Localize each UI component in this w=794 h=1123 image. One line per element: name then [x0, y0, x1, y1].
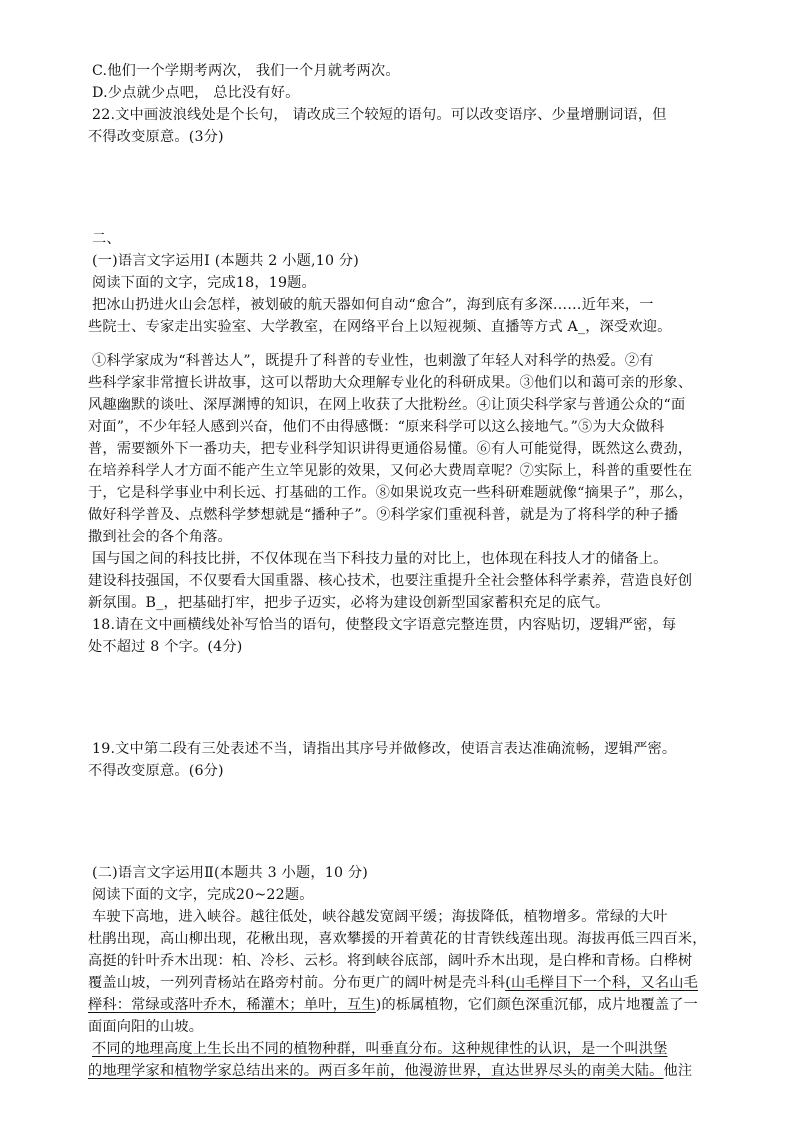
- para3-line3: 新氛围。B_，把基础打牢，把步子迈实，必将为建设创新型国家蓄积充足的底气。: [88, 595, 610, 611]
- para1-line2: 些院士、专家走出实验室、大学教室，在网络平台上以短视频、直播等方式 A_，深受欢迎。: [88, 319, 672, 335]
- para4-line4-text: 覆盖山坡，一列列青杨站在路旁村前。分布更广的阔叶树是壳斗科: [88, 975, 506, 991]
- para2-line1: ①科学家成为“科普达人”，既提升了科普的专业性，也刺激了年轻人对科学的热爱。②有: [92, 353, 654, 369]
- para2-line8: 做好科学普及、点燃科学梦想就是“播种子”。⑨科学家们重视科普，就是为了将科学的种子播: [88, 507, 679, 523]
- para5-line2-underlined: 的地理学家和植物学家总结出来的。两百多年前，他漫游世界，直达世界尽头的南美大陆。: [88, 1063, 664, 1079]
- question-19-line1: 19.文中第二段有三处表述不当，请指出其序号并做修改，使语言表达准确流畅，逻辑严密。: [92, 741, 677, 757]
- part2-title: (二)语言文字运用Ⅱ(本题共 3 小题，10 分): [92, 865, 369, 881]
- instruction-text: 阅读下面的文字，完成18，19题。: [92, 275, 316, 291]
- para4-line4-underlined: (山毛榉目下一个科，又名山毛: [505, 975, 699, 991]
- para2-line3: 风趣幽默的谈吐、深厚渊博的知识，在网上收获了大批粉丝。④让顶尖科学家与普通公众的“面: [88, 397, 686, 413]
- para5-line2-text: 他注: [663, 1063, 693, 1079]
- para4-line5-underlined: 榉科：常绿或落叶乔木，稀灌木；单叶，互生: [88, 997, 376, 1013]
- para2-line2: 些科学家非常擅长讲故事，这可以帮助大众理解专业化的科研成果。③他们以和蔼可亲的形象、: [88, 375, 693, 391]
- option-c: C.他们一个学期考两次， 我们一个月就考两次。: [92, 63, 400, 79]
- para2-line9: 撒到社会的各个角落。: [88, 529, 232, 545]
- para3-line1: 国与国之间的科技比拼，不仅体现在当下科技力量的对比上，也体现在科技人才的储备上。: [92, 551, 668, 567]
- para2-line4: 对面”，不少年轻人感到兴奋，他们不由得感慨：“原来科学可以这么接地气。”⑤为大众做科: [88, 419, 665, 435]
- question-22-line2: 不得改变原意。(3分): [88, 129, 224, 145]
- para4-line5: [88, 994, 698, 1016]
- option-d: D.少点就少点吧， 总比没有好。: [92, 85, 300, 101]
- instruction2-text: 阅读下面的文字，完成20~22题。: [92, 887, 314, 903]
- question-19-line2: 不得改变原意。(6分): [88, 763, 224, 779]
- para5-line2: [88, 1060, 692, 1082]
- para5-line1: [92, 1038, 668, 1060]
- question-18-line2: 处不超过 8 个字。(4分): [88, 639, 243, 655]
- para5-line1-underlined: 不同的地理高度上生长出不同的植物种群，叫垂直分布。这种规律性的认识，是一个叫洪堡: [92, 1041, 668, 1057]
- para2-line5: 普，需要额外下一番功夫，把专业科学知识讲得更通俗易懂。⑥有人可能觉得，既然这么费劲，: [88, 441, 693, 457]
- para2-line7: 于，它是科学事业中利长远、打基础的工作。⑧如果说攻克一些科研难题就像“摘果子”，那么，: [88, 485, 693, 501]
- para4-line6: 面面向阳的山坡。: [88, 1019, 204, 1035]
- para4-line5-text: )的栎属植物，它们颜色深重沉郁，成片地覆盖了一: [375, 997, 699, 1013]
- para3-line2: 建设科技强国，不仅要看大国重器、核心技术，也要注重提升全社会整体科学素养，营造良好创: [88, 573, 693, 589]
- para1-line1: 把冰山扔进火山会怎样，被划破的航天器如何自动“愈合”，海到底有多深……近年来，一: [92, 297, 654, 313]
- para4-line1: 车驶下高地，进入峡谷。越往低处，峡谷越发宽阔平缓；海拔降低，植物增多。常绿的大叶: [92, 909, 668, 925]
- para4-line4: [88, 972, 698, 994]
- para4-line2: 杜鹃出现，高山柳出现，花楸出现，喜欢攀援的开着黄花的甘青铁线莲出现。海拔再低三四百米，: [88, 931, 707, 947]
- part1-title: (一)语言文字运用Ⅰ (本题共 2 小题,10 分): [92, 253, 360, 269]
- question-22-line1: 22.文中画波浪线处是个长句， 请改成三个较短的语句。可以改变语序、少量增删词语，但: [92, 107, 667, 123]
- para2-line6: 在培养科学人才方面不能产生立竿见影的效果，又何必大费周章呢？⑦实际上，科普的重要性在: [88, 463, 693, 479]
- section-heading: 二、: [92, 231, 121, 247]
- question-18-line1: 18.请在文中画横线处补写恰当的语句，使整段文字语意完整连贯，内容贴切，逻辑严密，每: [92, 617, 677, 633]
- para4-line3: 高挺的针叶乔木出现：柏、冷杉、云杉。将到峡谷底部，阔叶乔木出现，是白桦和青杨。白桦树: [88, 953, 693, 969]
